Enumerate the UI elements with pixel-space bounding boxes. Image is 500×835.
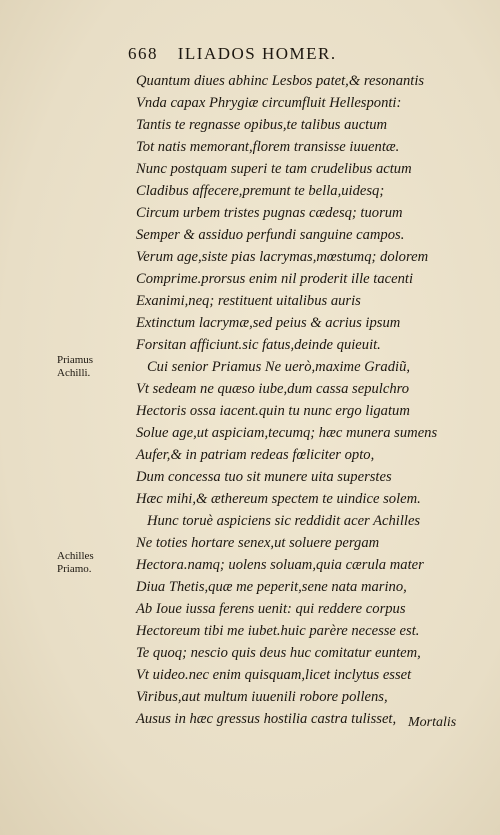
verse-line: Hæc mihi,& æthereum spectem te uindice solem. bbox=[136, 491, 421, 507]
verse-line: Aufer,& in patriam redeas fœliciter opto, bbox=[136, 447, 375, 463]
verse-line: Exanimi,neq; restituent uitalibus auris bbox=[136, 293, 361, 309]
verse-line: Nunc postquam superi te tam crudelibus actum bbox=[136, 161, 412, 177]
margin-note-line: Achilli. bbox=[57, 367, 91, 379]
verse-line: Ausus in hæc gressus hostilia castra tulisset, bbox=[136, 711, 397, 727]
verse-line: Hunc toruè aspiciens sic reddidit acer Achilles bbox=[146, 513, 421, 529]
verse-line: Circum urbem tristes pugnas cædesq; tuorum bbox=[136, 205, 403, 221]
verse-line: Solue age,ut aspiciam,tecumq; hæc munera sumens bbox=[136, 425, 438, 441]
running-header bbox=[128, 44, 428, 64]
catchword: Mortalis bbox=[408, 715, 457, 730]
page-number: 668 bbox=[128, 44, 158, 63]
verse-line: Vt uideo.nec enim quisquam,licet inclytus esset bbox=[136, 667, 412, 683]
verse-line: Hectoris ossa iacent.quin tu nunc ergo ligatum bbox=[136, 403, 410, 419]
running-title: ILIADOS HOMER. bbox=[177, 44, 337, 63]
verse-line: Viribus,aut multum iuuenili robore pollens, bbox=[136, 689, 388, 705]
margin-note-priamus bbox=[57, 354, 127, 380]
verse-text bbox=[136, 70, 466, 730]
margin-note-line: Achilles bbox=[57, 550, 94, 562]
verse-line: Forsitan afficiunt.sic fatus,deinde quieuit. bbox=[136, 337, 381, 353]
verse-line: Tantis te regnasse opibus,te talibus auctum bbox=[136, 117, 388, 133]
verse-line: Quantum diues abhinc Lesbos patet,& resonantis bbox=[136, 73, 425, 89]
verse-line: Vnda capax Phrygiæ circumfluit Hellesponti: bbox=[136, 95, 402, 111]
verse-line: Dum concessa tuo sit munere uita superstes bbox=[136, 469, 392, 485]
verse-line: Ne toties hortare senex,ut soluere pergam bbox=[136, 535, 380, 551]
verse-line: Comprime.prorsus enim nil proderit ille tacenti bbox=[136, 271, 413, 287]
verse-line: Diua Thetis,quæ me peperit,sene nata marino, bbox=[136, 579, 407, 595]
verse-line: Hectora.namq; uolens soluam,quia cærula mater bbox=[136, 557, 424, 573]
verse-line: Vt sedeam ne quæso iube,dum cassa sepulchro bbox=[136, 381, 410, 397]
verse-line: Verum age,siste pias lacrymas,mœstumq; dolorem bbox=[136, 249, 429, 265]
verse-line: Te quoq; nescio quis deus huc comitatur euntem, bbox=[136, 645, 421, 661]
margin-note-achilles bbox=[57, 550, 127, 576]
verse-line: Tot natis memorant,florem transisse iuuentæ. bbox=[136, 139, 400, 155]
margin-note-line: Priamus bbox=[57, 354, 94, 366]
verse-line: Cui senior Priamus Ne uerò,maxime Gradiũ, bbox=[146, 359, 411, 375]
verse-line: Semper & assiduo perfundi sanguine campos. bbox=[136, 227, 405, 243]
verse-line: Ab Ioue iussa ferens uenit: qui reddere corpus bbox=[136, 601, 406, 617]
verse-line: Hectoreum tibi me iubet.huic parère necesse est. bbox=[136, 623, 420, 639]
margin-note-line: Priamo. bbox=[57, 563, 92, 575]
verse-line: Extinctum lacrymæ,sed peius & acrius ipsum bbox=[136, 315, 401, 331]
verse-line: Cladibus affecere,premunt te bella,uidesq; bbox=[136, 183, 385, 199]
